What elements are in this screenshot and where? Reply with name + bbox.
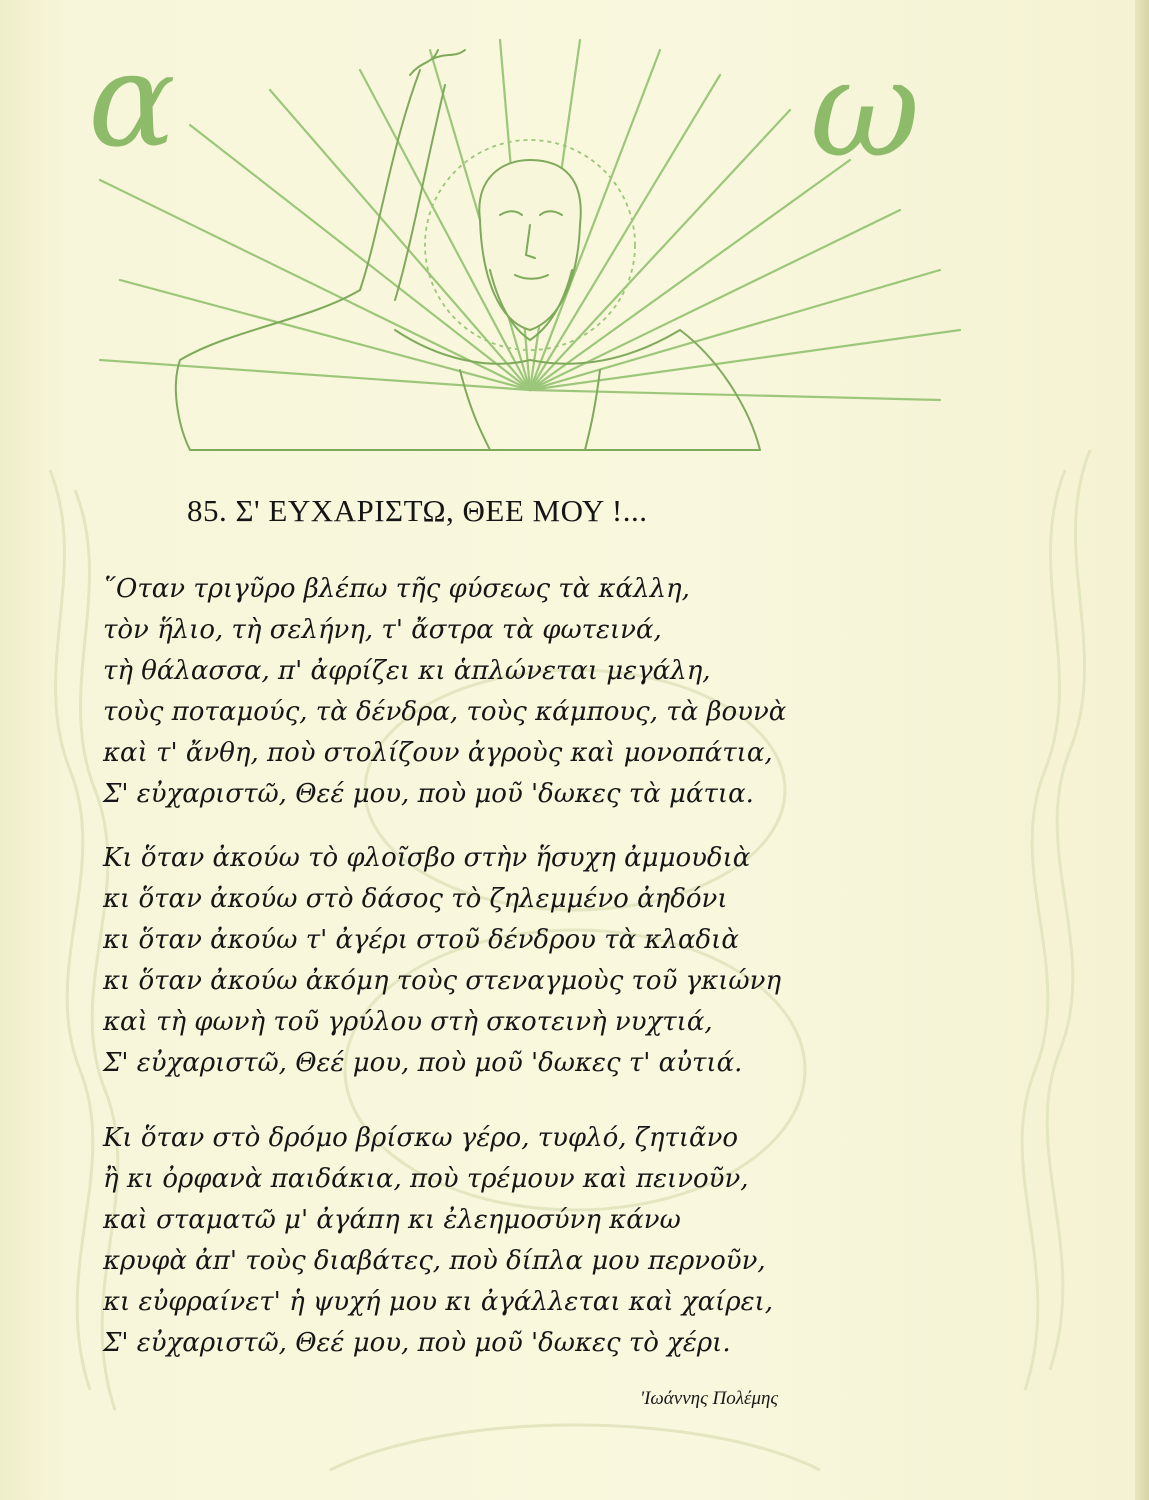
poem-line: τὴ θάλασσα, π' ἀφρίζει κι ἁπλώνεται μεγάλη, — [103, 656, 711, 686]
poem-line: κι ὅταν ἀκούω ἀκόμη τοὺς στεναγμοὺς τοῦ γκιώνη — [103, 966, 782, 996]
stanza-1 — [103, 569, 863, 815]
poem-line: Σ' εὐχαριστῶ, Θεέ μου, ποὺ μοῦ 'δωκες τ' αὐτιά. — [103, 1048, 743, 1078]
poem-line: τὸν ἥλιο, τὴ σελήνη, τ' ἄστρα τὰ φωτεινά, — [103, 615, 662, 645]
poem-line: Σ' εὐχαριστῶ, Θεέ μου, ποὺ μοῦ 'δωκες τὸ χέρι. — [103, 1328, 731, 1358]
author-signature: 'Ιωάννης Πολέμης — [640, 1388, 779, 1409]
poem-line: κι εὐφραίνετ' ἡ ψυχή μου κι ἀγάλλεται καὶ χαίρει, — [103, 1287, 774, 1317]
poem-line: κι ὅταν ἀκούω τ' ἀγέρι στοῦ δένδρου τὰ κλαδιὰ — [103, 925, 739, 955]
poem-line: καὶ σταματῶ μ' ἀγάπη κι ἐλεημοσύνη κάνω — [103, 1205, 681, 1235]
poem-line: ἢ κι ὀρφανὰ παιδάκια, ποὺ τρέμουν καὶ πεινοῦν, — [103, 1164, 749, 1194]
poem-line: Σ' εὐχαριστῶ, Θεέ μου, ποὺ μοῦ 'δωκες τὰ μάτια. — [103, 779, 754, 809]
poem-line: Κι ὅταν στὸ δρόμο βρίσκω γέρο, τυφλό, ζητιᾶνο — [103, 1123, 739, 1153]
omega-glyph: ω — [810, 30, 921, 187]
poem-title: 85. Σ' ΕΥΧΑΡΙΣΤΩ, ΘΕΕ ΜΟΥ !... — [187, 493, 648, 528]
poem-line: κρυφὰ ἀπ' τοὺς διαβάτες, ποὺ δίπλα μου περνοῦν, — [103, 1246, 766, 1276]
alpha-glyph: α — [88, 30, 176, 176]
book-spine-edge — [1135, 0, 1149, 1500]
poem-line: καὶ τὴ φωνὴ τοῦ γρύλου στὴ σκοτεινὴ νυχτιά, — [103, 1007, 713, 1037]
poem-line: τοὺς ποταμούς, τὰ δένδρα, τοὺς κάμπους, τὰ βουνὰ — [103, 697, 787, 727]
poem-line: κι ὅταν ἀκούω στὸ δάσος τὸ ζηλεμμένο ἀηδόνι — [103, 884, 728, 914]
stanza-3 — [103, 1118, 863, 1364]
poem-line: Κι ὅταν ἀκούω τὸ φλοῖσβο στὴν ἥσυχη ἀμμουδιὰ — [103, 843, 751, 873]
christ-illustration — [60, 30, 1100, 460]
poem-line: καὶ τ' ἄνθη, ποὺ στολίζουν ἀγροὺς καὶ μονοπάτια, — [103, 738, 773, 768]
poem-line: ῞Οταν τριγῦρο βλέπω τῆς φύσεως τὰ κάλλη, — [103, 574, 690, 604]
stanza-2 — [103, 838, 863, 1084]
